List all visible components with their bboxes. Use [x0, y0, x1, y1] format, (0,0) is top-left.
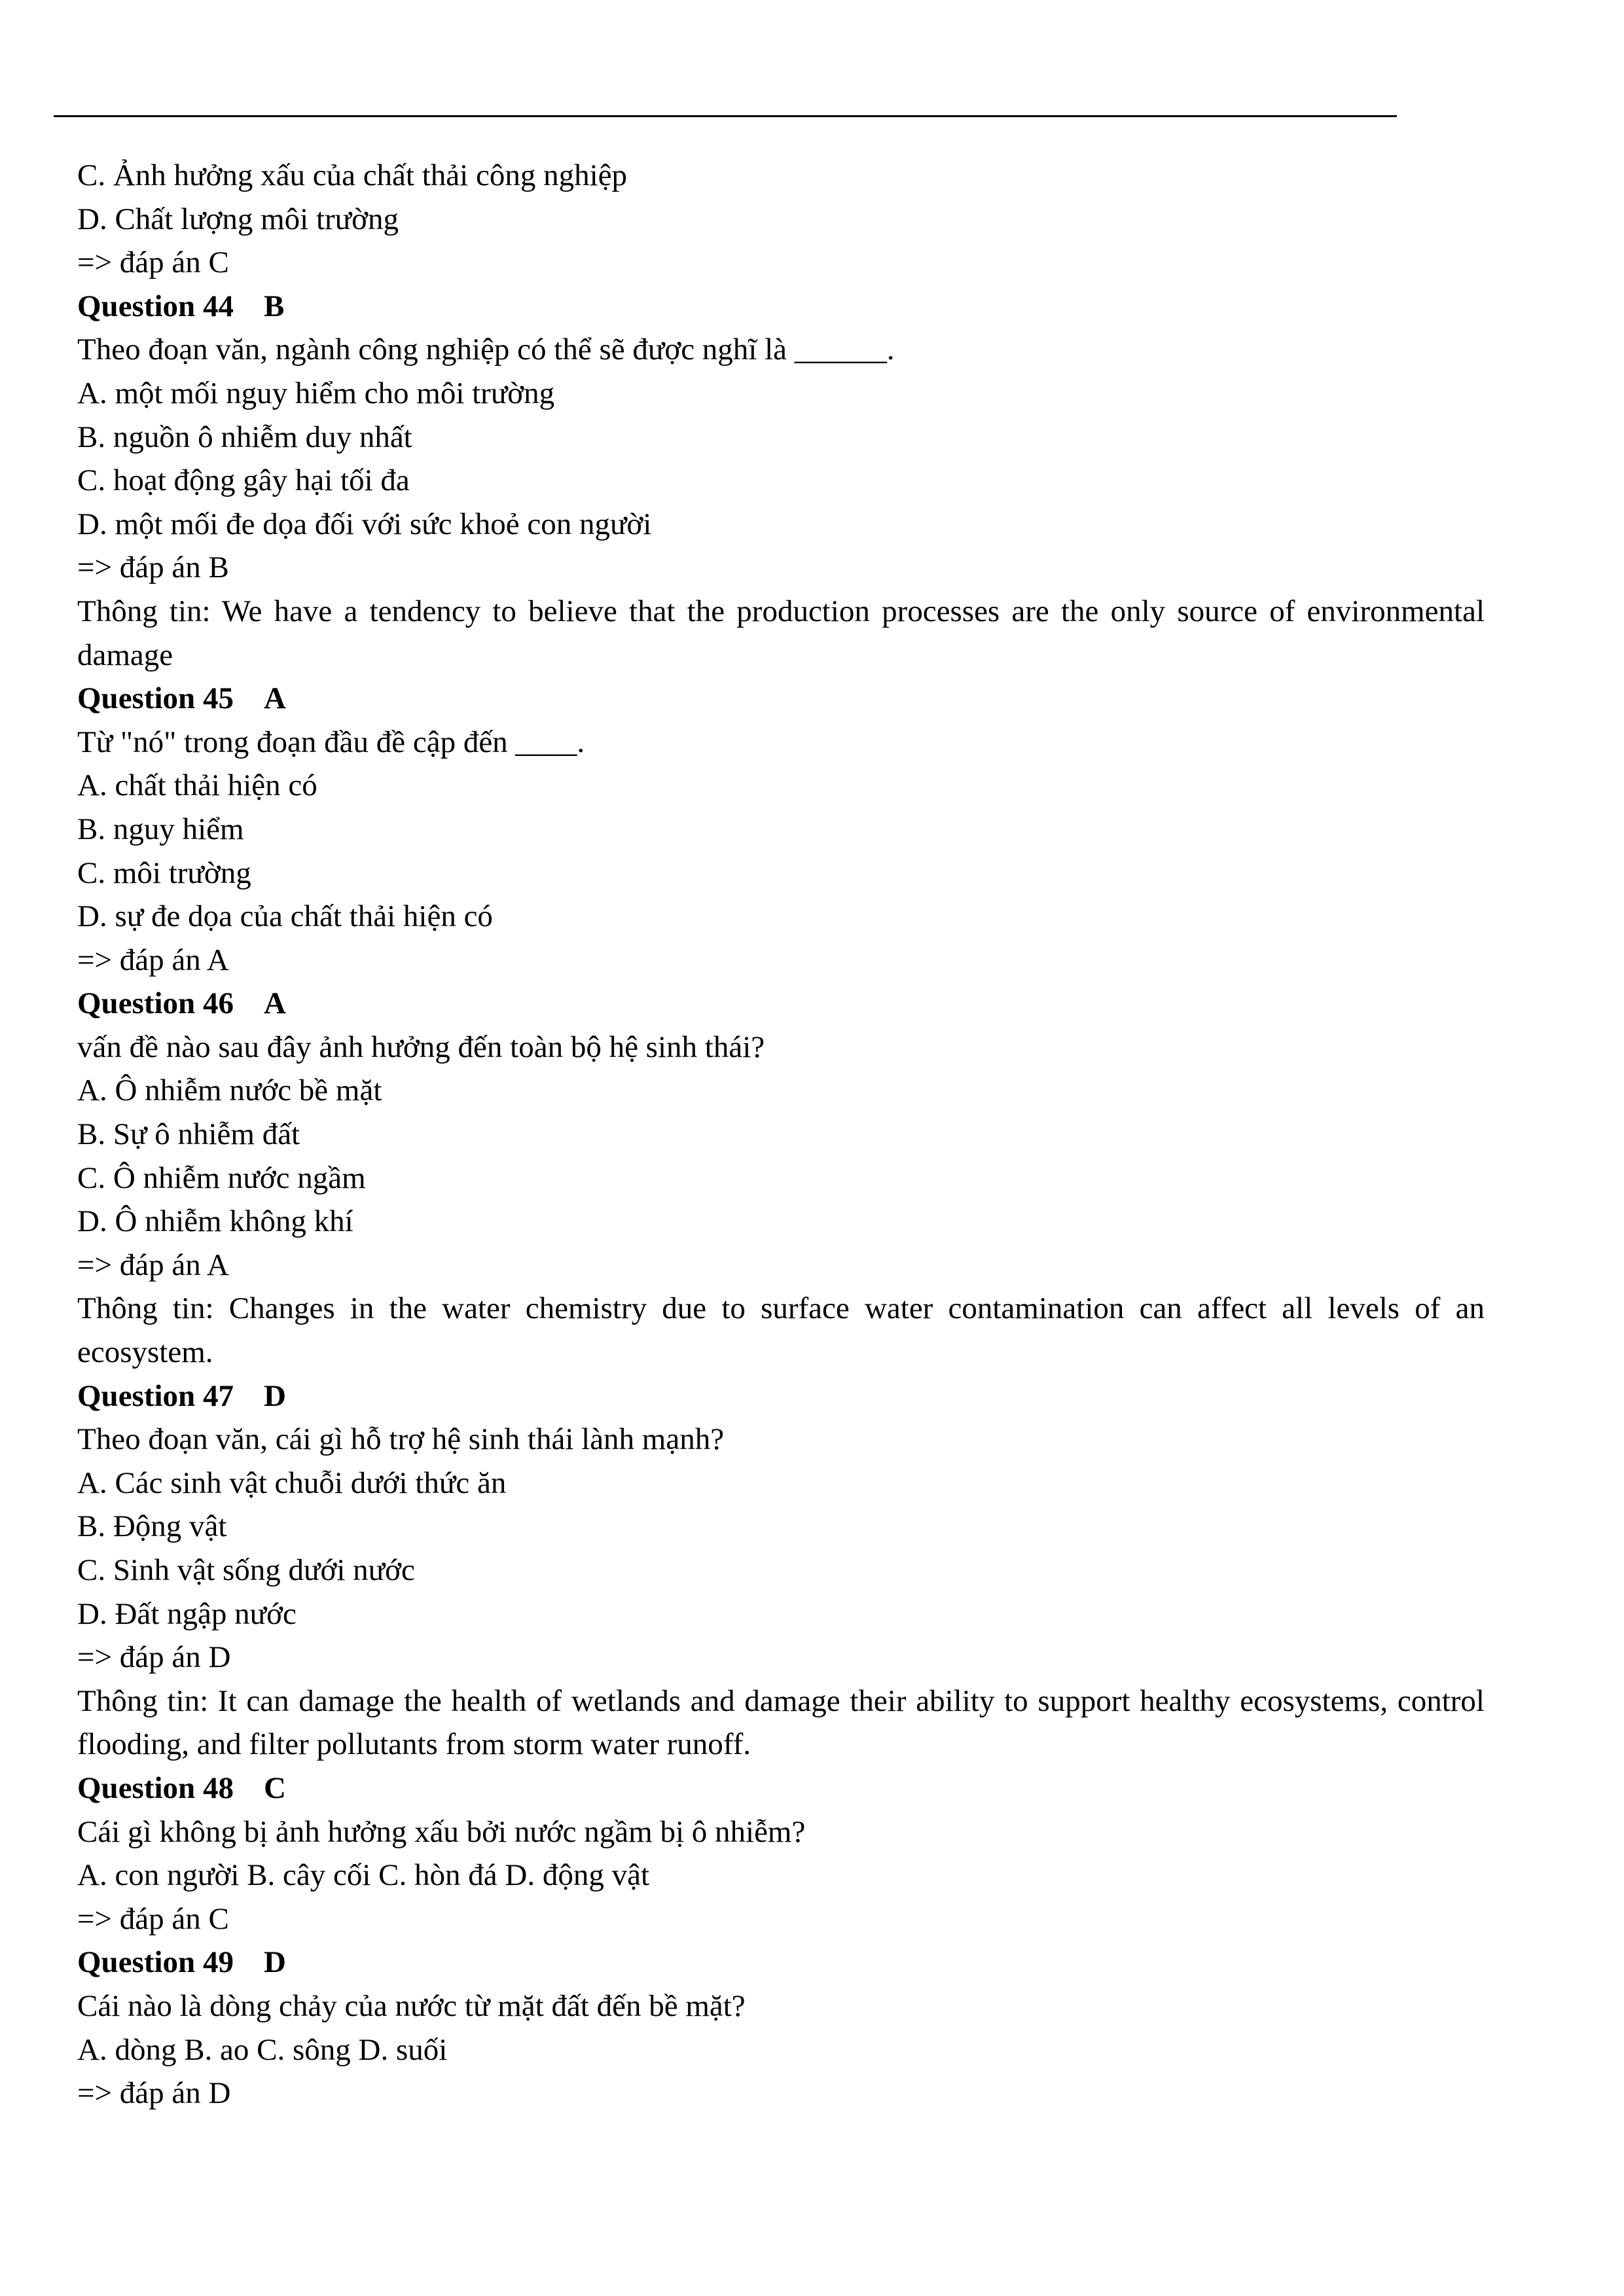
text-line: B. Động vật — [77, 1509, 227, 1544]
question-answer-letter: D — [263, 1945, 286, 1980]
text-line: => đáp án A — [77, 1247, 229, 1282]
info-paragraph: Thông tin: We have a tendency to believe that the production processes are the only source of environmental damage — [77, 594, 1485, 672]
text-line: Theo đoạn văn, ngành công nghiệp có thể sẽ được nghĩ là ______. — [77, 332, 895, 367]
text-line: Cái gì không bị ảnh hưởng xấu bởi nước ngầm bị ô nhiễm? — [77, 1814, 806, 1849]
info-paragraph: Thông tin: It can damage the health of wetlands and damage their ability to support healthy ecosystems, control flooding, and filter pollutants from storm water runoff. — [77, 1683, 1485, 1762]
text-line: => đáp án B — [77, 550, 229, 585]
text-line: C. hoạt động gây hại tối đa — [77, 463, 410, 498]
text-line: A. Các sinh vật chuỗi dưới thức ăn — [77, 1465, 507, 1500]
text-line: => đáp án D — [77, 1640, 231, 1675]
text-line: Theo đoạn văn, cái gì hỗ trợ hệ sinh thái lành mạnh? — [77, 1422, 725, 1457]
text-line: D. Đất ngập nước — [77, 1596, 297, 1631]
text-line: A. con người B. cây cối C. hòn đá D. động vật — [77, 1858, 649, 1893]
text-line: C. Ảnh hưởng xấu của chất thải công nghiệp — [77, 158, 627, 192]
question-answer-letter: A — [263, 681, 286, 716]
text-line: => đáp án C — [77, 245, 229, 280]
text-line: => đáp án C — [77, 1901, 229, 1936]
text-line: C. môi trường — [77, 855, 251, 890]
question-label: Question 47 — [77, 1378, 234, 1413]
question-answer-letter: A — [263, 986, 286, 1021]
text-line: C. Ô nhiễm nước ngầm — [77, 1160, 366, 1195]
question-heading — [77, 1767, 1485, 1810]
text-line: => đáp án D — [77, 2076, 231, 2111]
question-heading — [77, 677, 1485, 721]
text-line: A. chất thải hiện có — [77, 768, 317, 803]
question-label: Question 44 — [77, 289, 234, 323]
text-line: B. nguy hiểm — [77, 812, 244, 846]
text-line: C. Sinh vật sống dưới nước — [77, 1553, 415, 1587]
question-heading — [77, 982, 1485, 1026]
question-answer-letter: B — [263, 289, 285, 323]
text-line: B. Sự ô nhiễm đất — [77, 1117, 300, 1152]
info-paragraph: Thông tin: Changes in the water chemistry due to surface water contamination can affect all levels of an ecosystem. — [77, 1291, 1485, 1370]
text-line: D. sự đe dọa của chất thải hiện có — [77, 899, 493, 934]
text-line: Cái nào là dòng chảy của nước từ mặt đất đến bề mặt? — [77, 1988, 746, 2023]
header-rule — [54, 115, 1397, 117]
text-line: => đáp án A — [77, 942, 229, 977]
text-line: Từ "nó" trong đoạn đầu đề cập đến ____. — [77, 725, 585, 759]
text-line: B. nguồn ô nhiễm duy nhất — [77, 420, 412, 454]
question-heading — [77, 1941, 1485, 1984]
text-line: D. Ô nhiễm không khí — [77, 1204, 353, 1239]
text-line: D. một mối đe dọa đối với sức khoẻ con người — [77, 507, 652, 541]
question-heading — [77, 1374, 1485, 1418]
question-heading — [77, 285, 1485, 329]
question-answer-letter: C — [263, 1770, 286, 1805]
question-answer-letter: D — [263, 1378, 286, 1413]
question-label: Question 49 — [77, 1945, 234, 1980]
text-line: D. Chất lượng môi trường — [77, 202, 399, 236]
page-content — [77, 154, 1485, 2115]
text-line: vấn đề nào sau đây ảnh hưởng đến toàn bộ hệ sinh thái? — [77, 1030, 765, 1064]
text-line: A. Ô nhiễm nước bề mặt — [77, 1073, 382, 1108]
question-label: Question 46 — [77, 986, 234, 1021]
question-label: Question 48 — [77, 1770, 234, 1805]
text-line: A. dòng B. ao C. sông D. suối — [77, 2032, 448, 2067]
question-label: Question 45 — [77, 681, 234, 716]
text-line: A. một mối nguy hiểm cho môi trường — [77, 376, 555, 410]
